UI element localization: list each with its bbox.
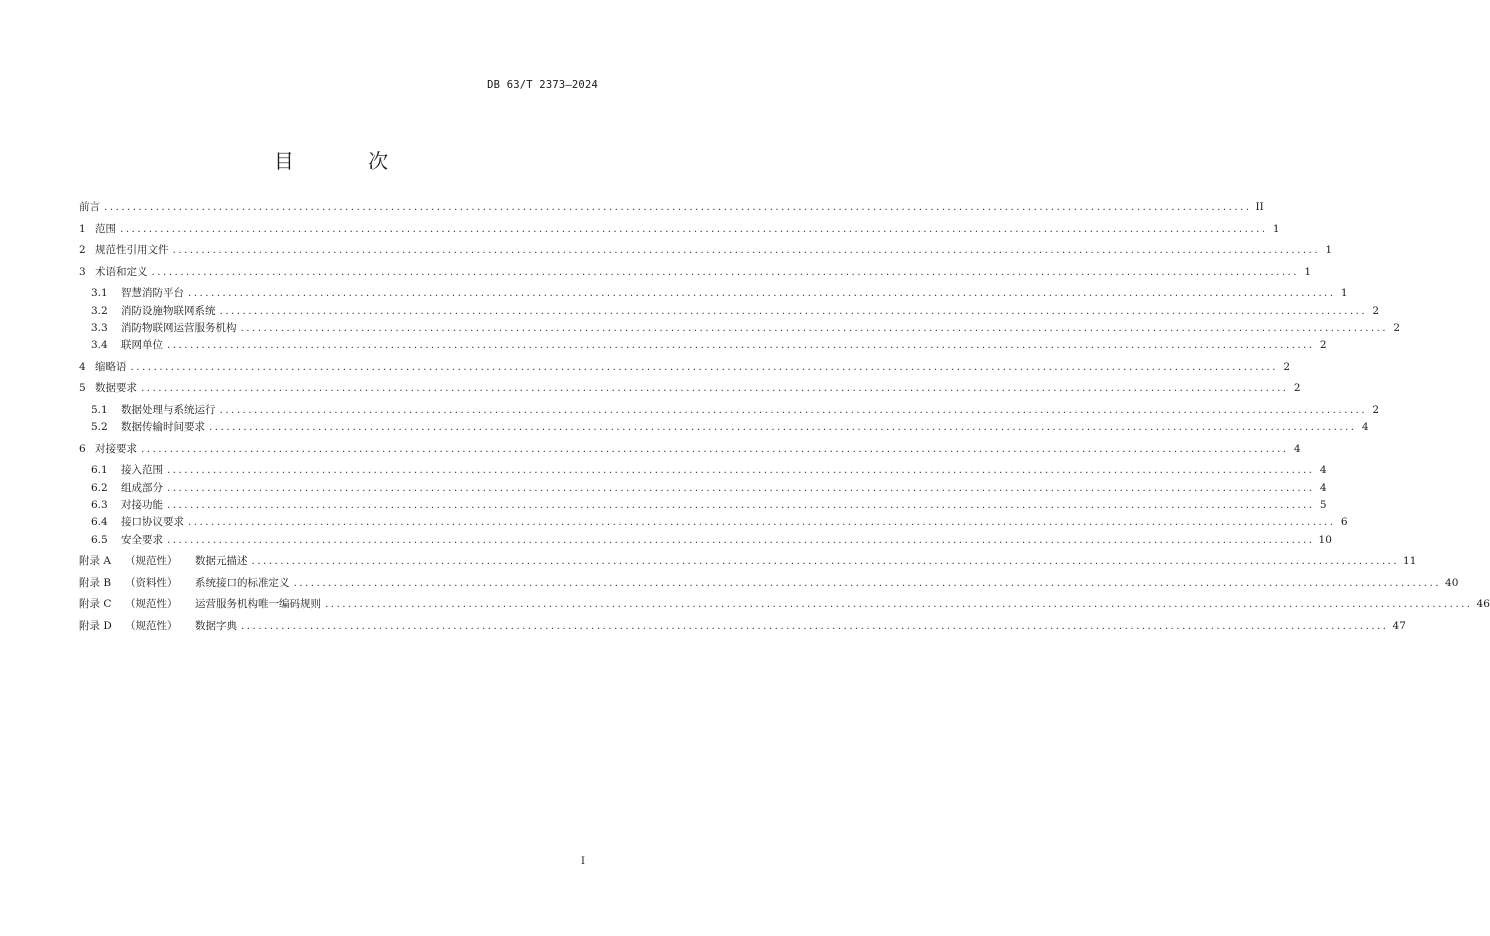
toc-leader-dots: ........................................................................................................................................................................................................ (151, 266, 1300, 278)
page-number: I (581, 856, 585, 867)
toc-leader-dots: ........................................................................................................................................................................................................ (141, 443, 1289, 455)
toc-entry-label (91, 462, 163, 479)
toc-entry-page: 1 (1272, 223, 1280, 235)
toc-entry[interactable] (91, 462, 1327, 479)
toc-appendix-entry[interactable] (79, 596, 1490, 613)
toc-leader-dots: ........................................................................................................................................................................................................ (120, 223, 1268, 235)
toc-entry-label (91, 320, 237, 337)
toc-entry-label (79, 553, 248, 570)
toc-entry-label (91, 303, 216, 320)
toc-entry-label (91, 337, 163, 354)
toc-entry[interactable] (79, 359, 1291, 376)
toc-entry[interactable] (91, 514, 1348, 531)
toc-leader-dots: ........................................................................................................................................................................................................ (209, 421, 1357, 433)
toc-leader-dots: ........................................................................................................................................................................................................ (104, 201, 1252, 213)
toc-appendix-entry[interactable] (79, 618, 1406, 635)
toc-entry-title: 数据要求 (95, 382, 137, 394)
appendix-kind: （资料性） (125, 577, 178, 589)
toc-leader-dots: ........................................................................................................................................................................................................ (188, 516, 1336, 528)
toc-leader-dots: ........................................................................................................................................................................................................ (188, 287, 1336, 299)
toc-leader-dots: ........................................................................................................................................................................................................ (141, 382, 1289, 394)
appendix-letter: 附录 B (79, 577, 112, 589)
toc-entry-page: 6 (1340, 516, 1348, 528)
appendix-title: 数据元描述 (195, 555, 248, 567)
toc-appendix-entry[interactable] (79, 553, 1417, 570)
appendix-title: 数据字典 (195, 620, 237, 632)
toc-entry-title: 联网单位 (121, 339, 163, 351)
toc-entry-page: 4 (1319, 464, 1327, 476)
toc-entry-label (79, 264, 148, 281)
toc-entry[interactable] (91, 337, 1327, 354)
toc-entry[interactable] (91, 480, 1327, 497)
appendix-title: 系统接口的标准定义 (195, 577, 290, 589)
toc-entry-number: 5.2 (91, 421, 108, 433)
toc-entry-title: 智慧消防平台 (121, 287, 184, 299)
toc-entry-number: 3.4 (91, 339, 108, 351)
toc-entry-label (79, 618, 237, 635)
toc-entry-title: 接入范围 (121, 464, 163, 476)
toc-entry-page: 40 (1445, 577, 1459, 589)
document-code: DB 63/T 2373—2024 (487, 79, 598, 91)
toc-entry-page: 2 (1393, 322, 1401, 334)
toc-entry[interactable] (91, 320, 1401, 337)
toc-entry-title: 数据处理与系统运行 (121, 404, 216, 416)
toc-entry-number: 6.1 (91, 464, 108, 476)
toc-entry-label (91, 285, 184, 302)
toc-leader-dots: ........................................................................................................................................................................................................ (167, 534, 1315, 546)
toc-leader-dots: ........................................................................................................................................................................................................ (167, 339, 1315, 351)
toc-entry-number: 2 (79, 244, 86, 256)
toc-entry-page: 2 (1372, 404, 1380, 416)
toc-entry-label (79, 199, 100, 216)
toc-leader-dots: ........................................................................................................................................................................................................ (325, 598, 1473, 610)
toc-entry-page: 1 (1304, 266, 1312, 278)
toc-entry-label (79, 242, 169, 259)
toc-entry-number: 6.4 (91, 516, 108, 528)
toc-entry[interactable] (91, 497, 1327, 514)
toc-entry[interactable] (91, 402, 1380, 419)
toc-entry-number: 5.1 (91, 404, 108, 416)
toc-entry-page: II (1255, 201, 1264, 213)
toc-entry-page: 1 (1325, 244, 1333, 256)
toc-entry[interactable] (79, 199, 1264, 216)
toc-leader-dots: ........................................................................................................................................................................................................ (219, 305, 1368, 317)
toc-entry-page: 2 (1283, 361, 1291, 373)
toc-entry[interactable] (91, 419, 1369, 436)
toc-entry-title: 术语和定义 (95, 266, 148, 278)
appendix-letter: 附录 C (79, 598, 112, 610)
toc-entry-page: 10 (1318, 534, 1332, 546)
toc-entry-label (91, 532, 163, 549)
toc-entry[interactable] (91, 303, 1380, 320)
toc-entry-page: 47 (1392, 620, 1406, 632)
toc-entry-number: 3 (79, 266, 86, 278)
toc-entry-title: 数据传输时间要求 (121, 421, 205, 433)
appendix-kind: （规范性） (125, 620, 178, 632)
toc-entry-label (79, 359, 127, 376)
toc-leader-dots: ........................................................................................................................................................................................................ (241, 620, 1389, 632)
toc-entry-label (79, 380, 137, 397)
toc-entry-title: 消防物联网运营服务机构 (121, 322, 237, 334)
toc-appendix-entry[interactable] (79, 575, 1459, 592)
toc-entry-title: 缩略语 (95, 361, 127, 373)
toc-entry-title: 接口协议要求 (121, 516, 184, 528)
appendix-letter: 附录 A (79, 555, 111, 567)
toc-entry-page: 11 (1403, 555, 1417, 567)
toc-entry-page: 4 (1293, 443, 1301, 455)
toc-entry-label (91, 402, 216, 419)
toc-entry-page: 4 (1361, 421, 1369, 433)
toc-entry[interactable] (79, 221, 1280, 238)
toc-entry-number: 5 (79, 382, 86, 394)
toc-entry-label (79, 221, 116, 238)
toc-entry[interactable] (91, 532, 1332, 549)
toc-entry[interactable] (79, 264, 1312, 281)
toc-entry-number: 3.3 (91, 322, 108, 334)
toc-entry-page: 4 (1319, 482, 1327, 494)
toc-entry-page: 5 (1319, 499, 1327, 511)
toc-entry-label (91, 497, 163, 514)
appendix-kind: （规范性） (125, 555, 178, 567)
toc-leader-dots: ........................................................................................................................................................................................................ (251, 555, 1400, 567)
appendix-kind: （规范性） (125, 598, 178, 610)
appendix-letter: 附录 D (79, 620, 112, 632)
toc-entry-label (91, 514, 184, 531)
toc-entry-title: 消防设施物联网系统 (121, 305, 216, 317)
toc-leader-dots: ........................................................................................................................................................................................................ (172, 244, 1321, 256)
toc-entry-title: 范围 (95, 223, 116, 235)
toc-entry-title: 安全要求 (121, 534, 163, 546)
toc-entry-number: 1 (79, 223, 86, 235)
toc-entry-page: 2 (1319, 339, 1327, 351)
page-title: 目 次 (273, 149, 423, 173)
toc-entry-title: 组成部分 (121, 482, 163, 494)
toc-entry-page: 2 (1293, 382, 1301, 394)
toc-leader-dots: ........................................................................................................................................................................................................ (167, 482, 1315, 494)
toc-entry-label (91, 480, 163, 497)
toc-leader-dots: ........................................................................................................................................................................................................ (219, 404, 1368, 416)
toc-entry[interactable] (79, 242, 1333, 259)
toc-entry[interactable] (79, 441, 1301, 458)
toc-entry-label (91, 419, 205, 436)
toc-entry-number: 6 (79, 443, 86, 455)
toc-entry-number: 6.3 (91, 499, 108, 511)
toc-leader-dots: ........................................................................................................................................................................................................ (130, 361, 1279, 373)
toc-entry[interactable] (79, 380, 1301, 397)
toc-entry-label (79, 575, 290, 592)
toc-entry-title: 规范性引用文件 (95, 244, 169, 256)
toc-entry-title: 对接要求 (95, 443, 137, 455)
toc-entry-label (79, 596, 321, 613)
toc-entry-page: 2 (1372, 305, 1380, 317)
toc-entry-title: 前言 (79, 201, 100, 213)
toc-leader-dots: ........................................................................................................................................................................................................ (240, 322, 1389, 334)
toc-entry-page: 1 (1340, 287, 1348, 299)
toc-entry-title: 对接功能 (121, 499, 163, 511)
toc-entry-label (79, 441, 137, 458)
toc-entry-number: 6.2 (91, 482, 108, 494)
toc-entry[interactable] (91, 285, 1348, 302)
appendix-title: 运营服务机构唯一编码规则 (195, 598, 321, 610)
toc-entry-number: 4 (79, 361, 86, 373)
toc-entry-number: 3.1 (91, 287, 108, 299)
toc-entry-page: 46 (1476, 598, 1490, 610)
toc-entry-number: 6.5 (91, 534, 108, 546)
toc-leader-dots: ........................................................................................................................................................................................................ (293, 577, 1442, 589)
toc-leader-dots: ........................................................................................................................................................................................................ (167, 464, 1315, 476)
toc-entry-number: 3.2 (91, 305, 108, 317)
toc-leader-dots: ........................................................................................................................................................................................................ (167, 499, 1315, 511)
